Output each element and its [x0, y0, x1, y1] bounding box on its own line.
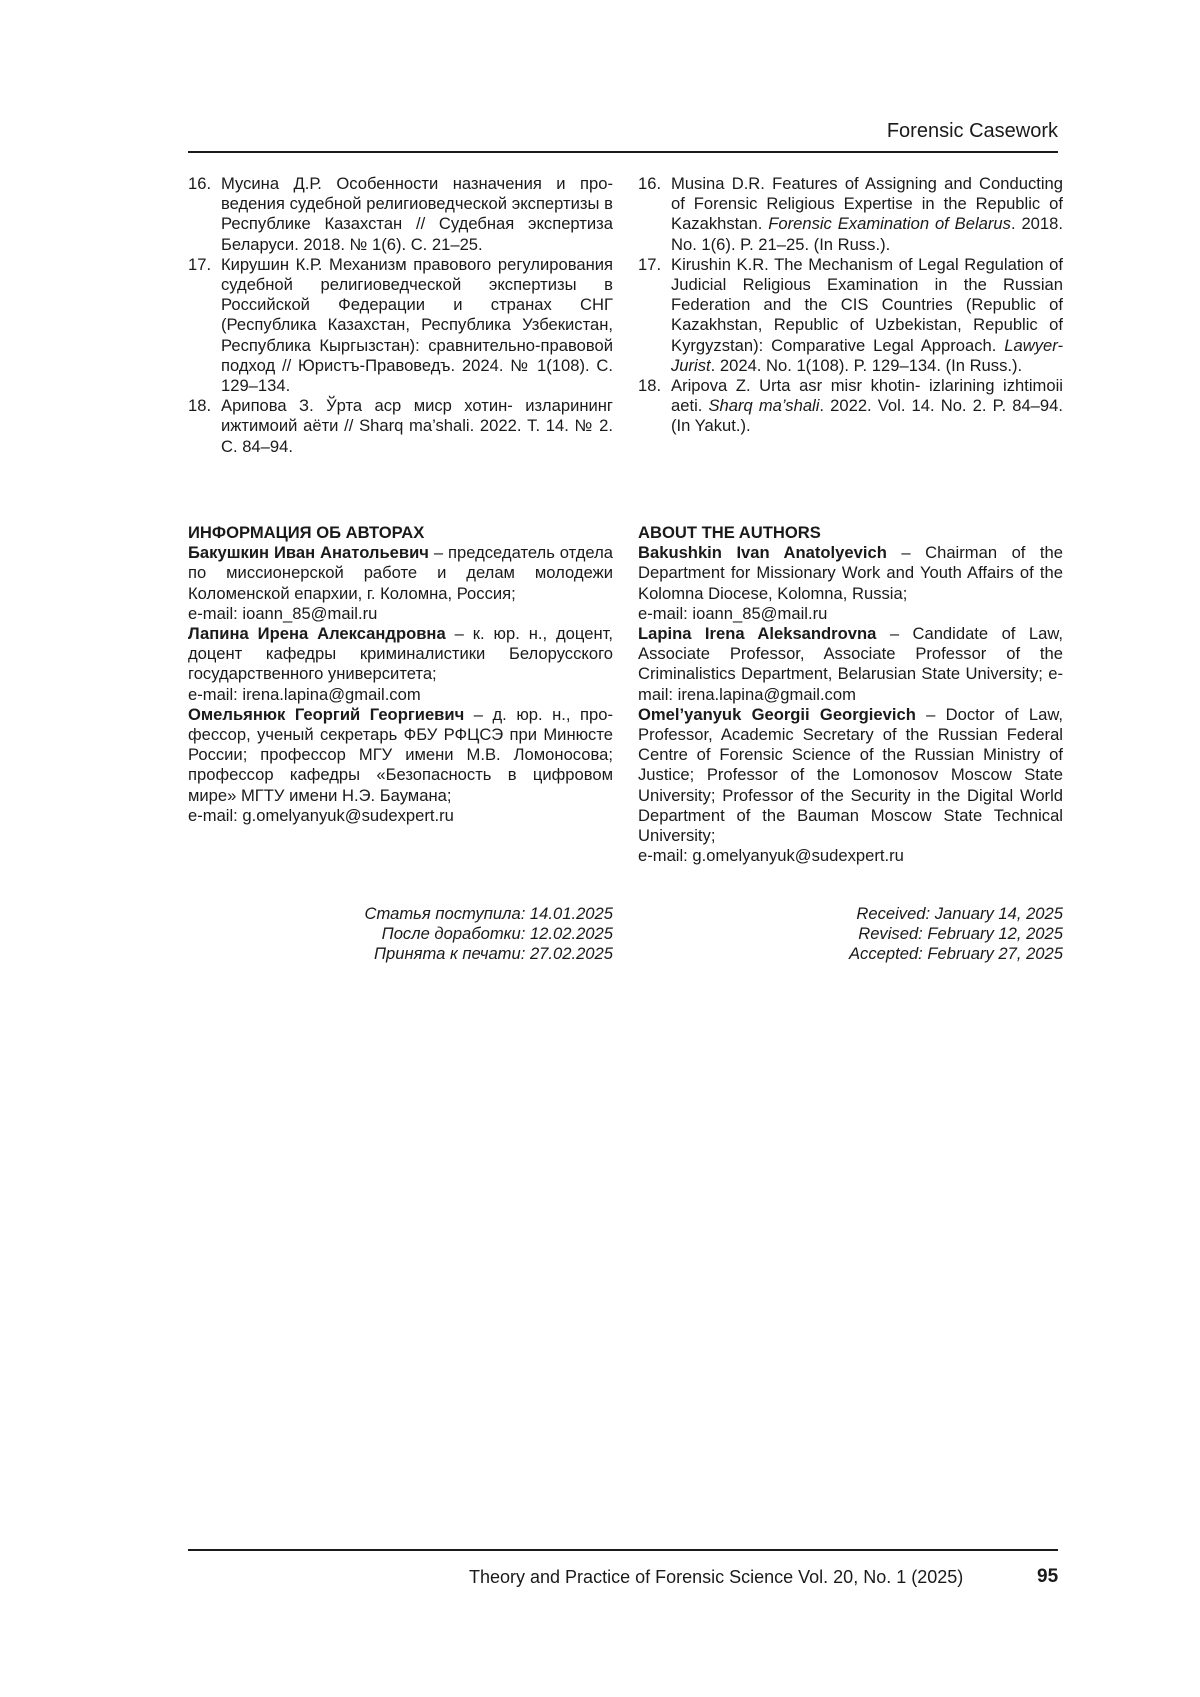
date-accepted: Принята к печати: 27.02.2025	[374, 944, 613, 964]
reference-details: . 2018. No. 1(6). P. 21–25. (In Russ.).	[671, 214, 1063, 254]
reference-text: Арипова З. Ўрта аср миср хотин- изларининг ижтимоий аёти // Sharq ma’shali. 2022. Т. 14. № 2. С. 84–94.	[221, 396, 613, 456]
header-rule	[188, 151, 1058, 153]
date-revised: Revised: February 12, 2025	[858, 924, 1063, 944]
author-affiliation: – председатель отдела по миссионерской работе и делам молодежи Коломенской епархии, г. Коломна, Россия;	[188, 543, 613, 603]
references-en	[638, 174, 1063, 437]
author-name: Омельянюк Георгий Георгиевич	[188, 704, 465, 724]
author-affiliation: – к. юр. н., доцент, доцент кафедры криминалистики Белорусского государственного университета;	[188, 624, 613, 684]
reference-text: Мусина Д.Р. Особенности назначения и проведения судебной религиоведческой экспертизы в Республике Казахстан // Судебная экспертиза Беларуси. 2018. № 1(6). С. 21–25.	[221, 174, 613, 254]
page-number: 95	[1037, 1566, 1059, 1587]
author-email: e-mail: irena.lapina@gmail.com	[188, 684, 421, 704]
dates-ru	[188, 904, 613, 965]
date-accepted: Accepted: February 27, 2025	[848, 944, 1063, 964]
date-received: Статья поступила: 14.01.2025	[364, 904, 613, 923]
author-entry	[638, 705, 1063, 846]
author-name: Lapina Irena Aleksandrovna	[638, 624, 877, 644]
reference-number: 17.	[188, 254, 212, 274]
reference-journal: Sharq ma’shali	[708, 396, 820, 416]
reference-text: Кирушин К.Р. Механизм правового регулирования судебной религиоведческой экспертизы в Российской Федерации и странах СНГ (Республика Казахстан, Республика Узбекистан, Республика Кыргызстан): сравнительно-правовой подход // Юристъ-Правоведъ. 2024. № 1(108). С. 129–134.	[221, 254, 613, 396]
references-ru	[188, 174, 613, 457]
reference-item	[188, 396, 613, 457]
reference-item	[188, 174, 613, 255]
reference-journal: Lawyer-Jurist	[671, 335, 1063, 375]
author-affiliation: – Chairman of the Department for Missionary Work and Youth Affairs of the Kolomna Diocese, Kolomna, Russia;	[638, 543, 1063, 603]
reference-number: 16.	[638, 174, 662, 193]
author-email: e-mail: g.omelyanyuk@sudexpert.ru	[188, 805, 454, 825]
author-entry	[638, 543, 1063, 604]
reference-number: 17.	[638, 254, 662, 274]
authors-en	[638, 523, 1063, 866]
reference-item	[188, 255, 613, 396]
author-affiliation: – Candidate of Law, Associate Professor, Associate Professor of the Criminalistics Department, Belarusian State University; e-mail: irena.lapina@gmail.com	[638, 624, 1063, 704]
reference-number: 18.	[638, 376, 662, 396]
author-email: e-mail: g.omelyanyuk@sudexpert.ru	[638, 846, 904, 866]
reference-authors-title: Kirushin K.R. The Mechanism of Legal Regulation of Judicial Religious Examination in the Russian Federation and the CIS Countries (Republic of Kazakhstan, Republic of Uzbekistan, Republic of Kyrgyzstan): Comparative Legal Approach.	[671, 254, 1063, 355]
reference-item	[638, 255, 1063, 376]
dates-en	[638, 904, 1063, 965]
author-entry	[638, 624, 1063, 705]
authors-heading: ИНФОРМАЦИЯ ОБ АВТОРАХ	[188, 523, 425, 542]
reference-text	[671, 174, 1063, 255]
reference-authors-title: Musina D.R. Features of Assigning and Conducting of Forensic Religious Expertise in the Republic of Kazakhstan.	[671, 174, 1063, 234]
reference-item	[638, 174, 1063, 255]
author-entry	[188, 624, 613, 685]
reference-number: 16.	[188, 174, 212, 193]
reference-text	[671, 376, 1063, 437]
author-entry	[188, 543, 613, 604]
reference-text	[671, 255, 1063, 376]
authors-heading: ABOUT THE AUTHORS	[638, 523, 821, 542]
author-email: e-mail: ioann_85@mail.ru	[188, 603, 378, 623]
author-name: Omel’yanyuk Georgii Georgievich	[638, 704, 916, 724]
date-revised: После доработки: 12.02.2025	[381, 924, 613, 944]
author-name: Бакушкин Иван Анатольевич	[188, 543, 429, 563]
section-title: Forensic Casework	[886, 120, 1058, 142]
author-affiliation: – Doctor of Law, Professor, Academic Secretary of the Russian Federal Centre of Forensic Science of the Russian Ministry of Justice; Professor of the Lomonosov Moscow State University; Professor of the Security in the Digital World Department of the Bauman Moscow State Technical University;	[638, 704, 1063, 846]
author-entry	[188, 705, 613, 806]
reference-journal: Forensic Examination of Belarus	[768, 214, 1011, 234]
reference-number: 18.	[188, 396, 212, 416]
authors-ru	[188, 523, 613, 826]
footer-rule	[188, 1549, 1058, 1551]
reference-authors-title: Aripova Z. Urta asr misr khotin- izlarining izhtimoii aeti.	[671, 376, 1063, 416]
reference-details: . 2022. Vol. 14. No. 2. P. 84–94. (In Yakut.).	[671, 396, 1063, 436]
journal-citation: Theory and Practice of Forensic Science Vol. 20, No. 1 (2025)	[469, 1567, 964, 1587]
author-name: Bakushkin Ivan Anatolyevich	[638, 543, 887, 563]
author-name: Лапина Ирена Александровна	[188, 624, 446, 644]
reference-item	[638, 376, 1063, 437]
date-received: Received: January 14, 2025	[856, 904, 1063, 923]
author-email: e-mail: ioann_85@mail.ru	[638, 603, 828, 623]
reference-details: . 2024. No. 1(108). P. 129–134. (In Russ.).	[710, 355, 1023, 375]
author-affiliation: – д. юр. н., профессор, ученый секретарь ФБУ РФЦСЭ при Минюсте России; профессор МГУ имени М.В. Ломоносова; профессор кафедры «Безопасность в цифровом мире» МГТУ имени Н.Э. Баумана;	[188, 704, 614, 805]
